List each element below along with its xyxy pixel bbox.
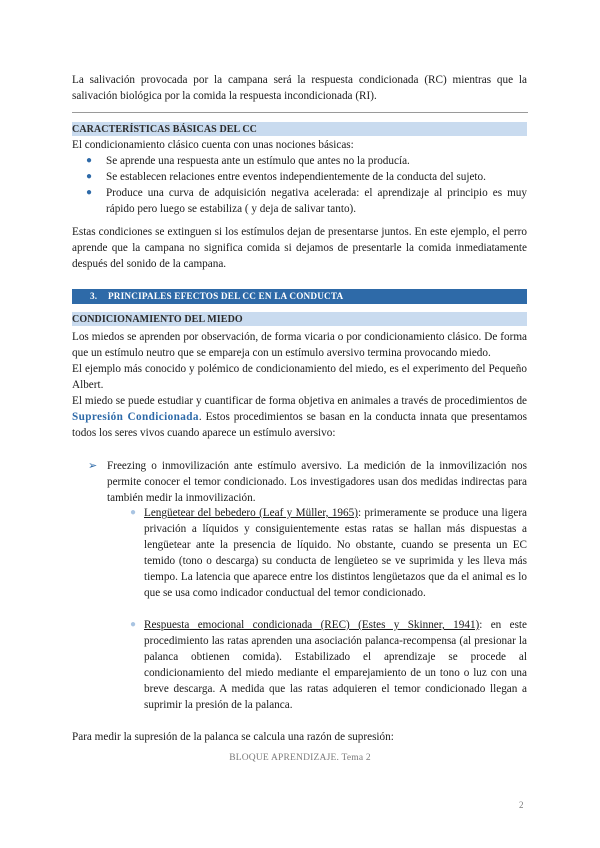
list-item: ● Se establecen relaciones entre eventos independientemente de la conducta del sujeto.: [86, 171, 486, 183]
miedo-paragraph-3: El miedo se puede estudiar y cuantificar de forma objetiva en animales a través de procedimientos de Supresión Condicionada. Estos procedimientos se basan en la conducta innata que presentamos todos los seres vivos cuando aparece un estímulo aversivo:: [72, 395, 527, 439]
basicas-closing-paragraph: Estas condiciones se extinguen si los estímulos dejan de presentarse juntos. En este ejemplo, el perro aprende que la campana no significa comida si dejamos de presentarle la comida inmediatamente después del sonido de la campana.: [72, 226, 527, 270]
heading-principales-efectos: [72, 289, 527, 304]
arrow-bullet-icon: ➢: [88, 460, 98, 472]
miedo-intro: [72, 329, 527, 441]
heading-caracteristicas: CARACTERÍSTICAS BÁSICAS DEL CC: [72, 122, 527, 136]
page-number: 2: [519, 800, 524, 810]
bullet-dot-icon: ●: [86, 187, 93, 198]
freezing-list-item: ➢ Freezing o inmovilización ante estímulo aversivo. La medición de la inmovilización nos permite conocer el temor condicionado. Los investigadores usan dos medidas indirectas para también medir la inmovilización.: [88, 460, 527, 504]
rec-list-item: ● Respuesta emocional condicionada (REC) (Estes y Skinner, 1941): en este procedimiento las ratas aprenden una asociación palanca-recompensa (al presionar la palanca obtienen comida). Estabilizado el aprendizaje se procede al condicionamiento del miedo mediante el emparejamiento de un tono o luz con una breve descarga. A medida que las ratas adquieren el temor condicionado llegan a suprimir la presión de la palanca.: [130, 619, 527, 711]
bullet-dot-icon: ●: [86, 171, 93, 182]
basicas-bullet-list: [72, 153, 527, 217]
supresion-condicionada-term: Supresión Condicionada: [72, 411, 199, 423]
page-footer: BLOQUE APRENDIZAJE. Tema 2: [229, 753, 371, 763]
heading-condicionamiento-miedo: CONDICIONAMIENTO DEL MIEDO: [72, 312, 527, 326]
section-divider: [72, 112, 528, 113]
list-item: ● Se aprende una respuesta ante un estímulo que antes no la producía.: [86, 155, 410, 167]
intro-paragraph: La salivación provocada por la campana será la respuesta condicionada (RC) mientras que la salivación biológica por la comida la respuesta incondicionada (RI).: [72, 74, 527, 102]
section-basicas: [72, 137, 527, 217]
supresion-ratio-paragraph: Para medir la supresión de la palanca se calcula una razón de supresión:: [72, 731, 394, 743]
bullet-dot-icon: ●: [130, 619, 137, 630]
bullet-dot-icon: ●: [130, 507, 137, 518]
bullet-dot-icon: ●: [86, 155, 93, 166]
basicas-lead: El condicionamiento clásico cuenta con unas nociones básicas:: [72, 139, 354, 151]
rec-title: Respuesta emocional condicionada (REC) (Estes y Skinner, 1941): [144, 619, 480, 631]
lengueteo-title: Lengüetear del bebedero (Leaf y Müller, 1965): [144, 507, 358, 519]
miedo-paragraph-1: Los miedos se aprenden por observación, de forma vicaria o por condicionamiento clásico. De forma que un estímulo neutro que se empareja con un estímulo aversivo termina provocando miedo.: [72, 331, 527, 359]
section-number: 3.: [90, 291, 98, 301]
miedo-paragraph-2: El ejemplo más conocido y polémico de condicionamiento del miedo, es el experimento del Pequeño Albert.: [72, 363, 527, 391]
section-title: PRINCIPALES EFECTOS DEL CC EN LA CONDUCTA: [108, 291, 344, 301]
list-item: ● Produce una curva de adquisición negativa acelerada: el aprendizaje al principio es muy rápido pero luego se estabiliza ( y deja de salivar tanto).: [86, 187, 527, 215]
lengueteo-list-item: ● Lengüetear del bebedero (Leaf y Müller, 1965): primeramente se produce una ligera privación a líquidos y consiguientemente estas ratas se hallan más dispuestas a lengüetear ante la presencia de líquido. No obstante, cuando se presenta un EC temido (tono o descarga) su conducta de lengüeteo se ve suprimida y les lleva más tiempo. La latencia que aparece entre los distintos lengüetazos que da el animal es lo que se usa como indicador conductual del temor condicionado.: [130, 507, 528, 599]
